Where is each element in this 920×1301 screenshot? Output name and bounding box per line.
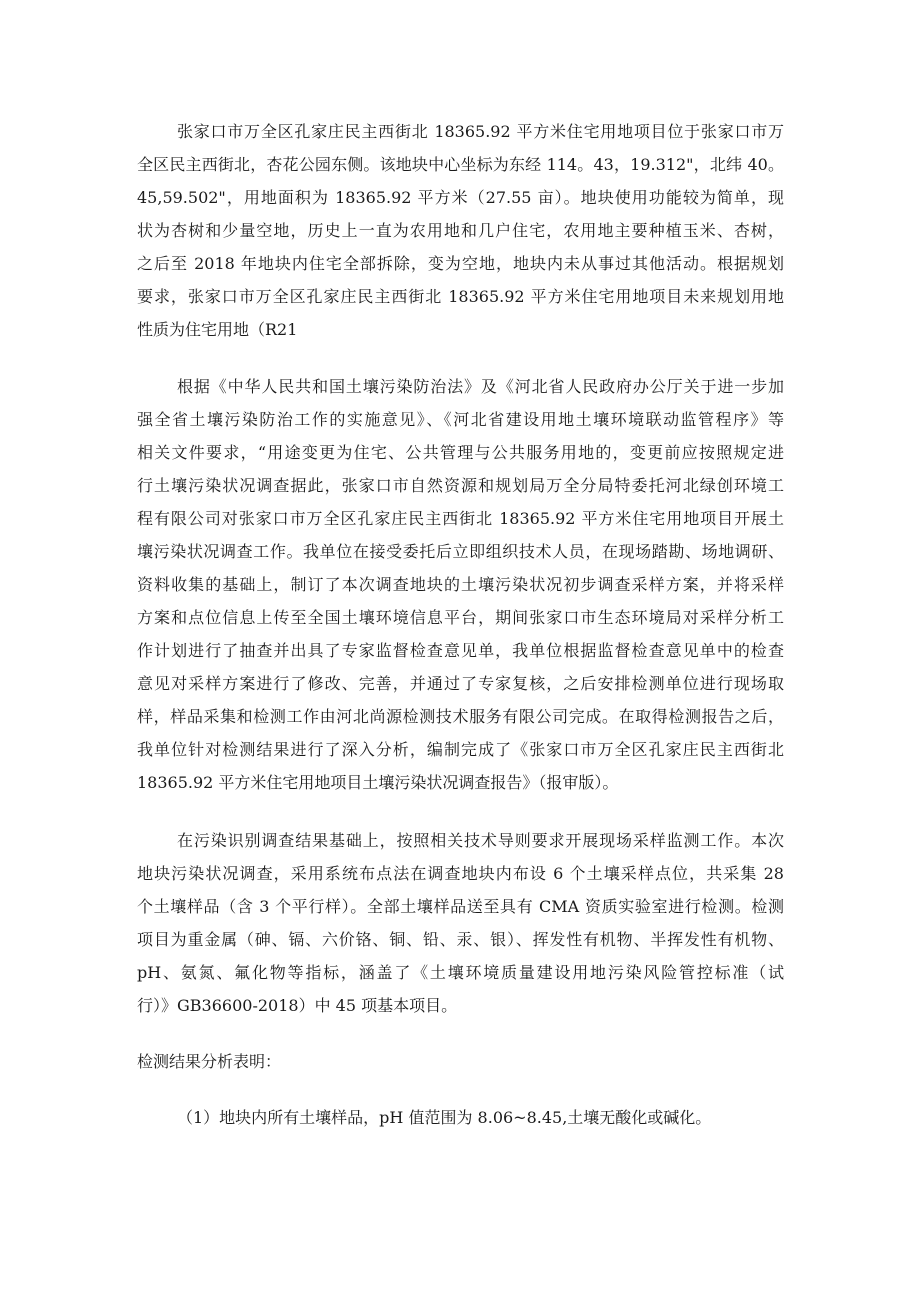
- text-line: 样，样品采集和检测工作由河北尚源检测技术服务有限公司完成。在取得检测报告之后，: [137, 707, 784, 726]
- text-line: 相关文件要求，“用途变更为住宅、公共管理与公共服务用地的，变更前应按照规定进: [137, 443, 784, 462]
- text-line: （1）地块内所有土壤样品，pH 值范围为 8.06~8.45,土壤无酸化或碱化。: [177, 1108, 712, 1127]
- text-line: 在污染识别调查结果基础上，按照相关技术导则要求开展现场采样监测工作。本次: [177, 831, 784, 850]
- text-line: 意见对采样方案进行了修改、完善，并通过了专家复核，之后安排检测单位进行现场取: [137, 674, 784, 693]
- text-line: 壤污染状况调查工作。我单位在接受委托后立即组织技术人员，在现场踏勘、场地调研、: [137, 542, 784, 561]
- text-line: 全区民主西街北，杏花公园东侧。该地块中心坐标为东经 114。43，19.312"，北纬 40。: [137, 155, 784, 174]
- text-line: 作计划进行了抽查并出具了专家监督检查意见单，我单位根据监督检查意见单中的检查: [137, 641, 784, 660]
- text-line: 检测结果分析表明：: [137, 1052, 282, 1071]
- text-line: 要求，张家口市万全区孔家庄民主西街北 18365.92 平方米住宅用地项目未来规划用地: [137, 287, 784, 306]
- text-line: 行土壤污染状况调查据此，张家口市自然资源和规划局万全分局特委托河北绿创环境工: [137, 476, 784, 495]
- text-line: 地块污染状况调查，采用系统布点法在调查地块内布设 6 个土壤采样点位，共采集 28: [137, 864, 784, 883]
- text-line: 状为杏树和少量空地，历史上一直为农用地和几户住宅，农用地主要种植玉米、杏树，: [137, 221, 784, 240]
- text-line: 程有限公司对张家口市万全区孔家庄民主西街北 18365.92 平方米住宅用地项目开展土: [137, 509, 784, 528]
- text-line: 根据《中华人民共和国土壤污染防治法》及《河北省人民政府办公厅关于进一步加: [177, 377, 784, 396]
- text-line: 项目为重金属（砷、镉、六价铬、铜、铅、汞、银）、挥发性有机物、半挥发性有机物、: [137, 930, 784, 949]
- text-line: 行）》GB36600-2018）中 45 项基本项目。: [137, 996, 458, 1015]
- text-line: 强全省土壤污染防治工作的实施意见》、《河北省建设用地土壤环境联动监管程序》等: [137, 410, 784, 429]
- text-line: pH、氨氮、氟化物等指标，涵盖了《土壤环境质量建设用地污染风险管控标准（试: [137, 963, 784, 982]
- text-line: 45,59.502"，用地面积为 18365.92 平方米（27.55 亩）。地块使用功能较为简单，现: [137, 188, 784, 207]
- text-line: 方案和点位信息上传至全国土壤环境信息平台，期间张家口市生态环境局对采样分析工: [137, 608, 784, 627]
- text-line: 张家口市万全区孔家庄民主西街北 18365.92 平方米住宅用地项目位于张家口市万: [177, 122, 784, 141]
- text-line: 我单位针对检测结果进行了深入分析，编制完成了《张家口市万全区孔家庄民主西街北: [137, 740, 784, 759]
- text-line: 之后至 2018 年地块内住宅全部拆除，变为空地，地块内未从事过其他活动。根据规划: [137, 254, 784, 273]
- text-line: 个土壤样品（含 3 个平行样）。全部土壤样品送至具有 CMA 资质实验室进行检测。检测: [137, 897, 784, 916]
- text-line: 性质为住宅用地（R21: [137, 320, 298, 339]
- text-line: 18365.92 平方米住宅用地项目土壤污染状况调查报告》（报审版）。: [137, 773, 619, 792]
- text-line: 资料收集的基础上，制订了本次调查地块的土壤污染状况初步调查采样方案，并将采样: [137, 575, 784, 594]
